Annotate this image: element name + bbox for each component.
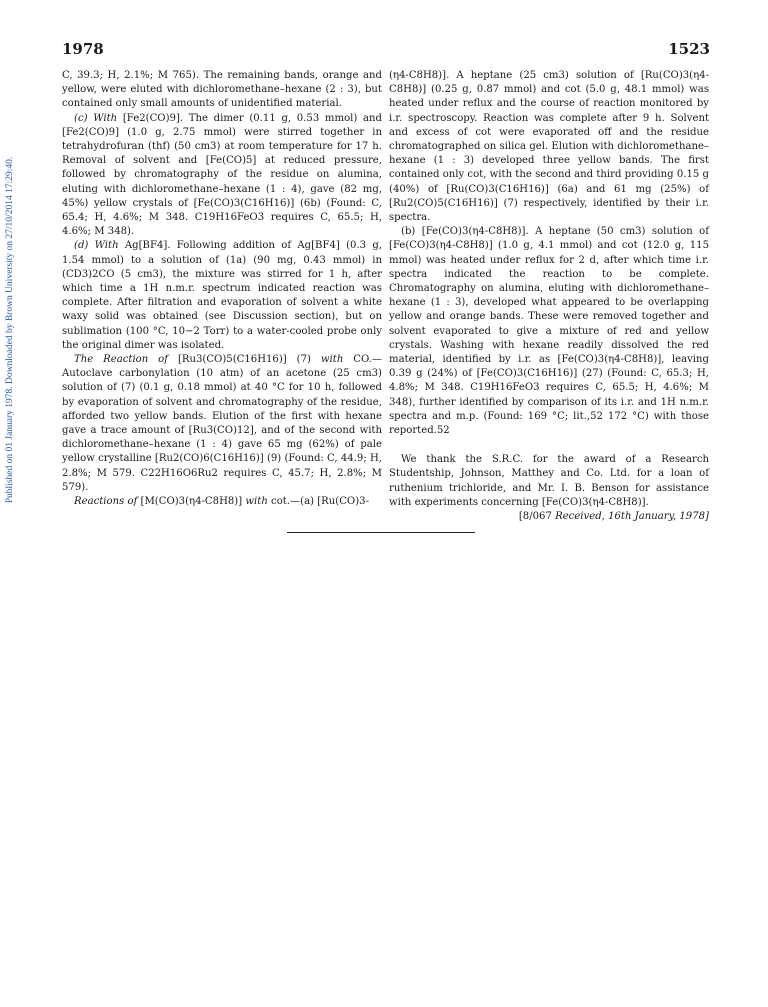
right-column [389,69,709,524]
paragraph-body: [Fe2(CO)9]. The dimer (0.11 g, 0.53 mmol) and [Fe2(CO)9] (1.0 g, 2.75 mmol) were stirred together in tetrahydrofuran (thf) (50 cm3) at room temperature for 17 h. Removal of solvent and [Fe(CO)5] at reduced pressure, followed by chromatography of the residue on alumina, eluting with dichloromethane–hexane (1 : 4), gave (82 mg, 45%) yellow crystals of [Fe(CO)3(C16H16)] (6b) (Found: C, 65.4; H, 4.6%; M 348. C19H16FeO3 requires C, 65.5; H, 4.6%; M 348). [62,112,382,238]
paragraph-body: Ag[BF4]. Following addition of Ag[BF4] (0.3 g, 1.54 mmol) to a solution of (1a) (90 mg, 0.43 mmol) in (CD3)2CO (5 cm3), the mixture was stirred for 1 h, after which time a 1H n.m.r. spectrum indicated reaction was complete. After filtration and evaporation of solvent a white waxy solid was obtained (see Discussion section), but on sublimation (100 °C, 10−2 Torr) to a water-cooled probe only the original dimer was isolated. [62,240,382,351]
paragraph-body: CO.—Autoclave carbonylation (10 atm) of an acetone (25 cm3) solution of (7) (0.1 g, 0.18 mmol) at 40 °C for 10 h, followed by evaporation of solvent and chromatography of the residue, afforded two yellow bands. Elution of the first with hexane gave a trace amount of [Ru3(CO)12], and of the second with dichloromethane–hexane (1 : 4) gave 65 mg (62%) of pale yellow crystalline [Ru2(CO)6(C16H16)] (9) (Found: C, 44.9; H, 2.8%; M 579. C22H16O6Ru2 requires C, 45.7; H, 2.8%; M 579). [62,354,382,493]
section-label: (d) With [74,240,119,252]
watermark-text: Published on 01 January 1978. Downloaded by Brown University on 27/10/2014 17:29:40. [5,156,15,504]
paragraph-fe-cot-reaction: (b) [Fe(CO)3(η4-C8H8)]. A heptane (50 cm3) solution of [Fe(CO)3(η4-C8H8)] (1.0 g, 4.1 mmol) and cot (12.0 g, 115 mmol) was heated under reflux for 2 d, after which time i.r. spectra indicated the reaction to be complete. Chromatography on alumina, eluting with dichloromethane–hexane (1 : 3), developed what appeared to be overlapping yellow and orange bands. These were removed together and solvent evaporated to give a mixture of red and yellow crystals. Washing with hexane readily dissolved the red material, identified by i.r. as [Fe(CO)3(η4-C8H8)], leaving 0.39 g (24%) of [Fe(CO)3(C16H16)] (27) (Found: C, 65.3; H, 4.8%; M 348. C19H16FeO3 requires C, 65.5; H, 4.6%; M 348), further identified by comparison of its i.r. and 1H n.m.r. spectra and m.p. (Found: 169 °C; lit.,52 172 °C) with those reported.52 [389,226,709,437]
manuscript-ref: [8/067 [518,511,552,523]
paragraph-ru3co-carbonylation [62,353,382,495]
section-heading: Reactions of [74,496,138,508]
section-label: (c) With [74,112,118,124]
acknowledgements: We thank the S.R.C. for the award of a Research Studentship, Johnson, Matthey and Co. Ltd. for a loan of ruthenium trichloride, and Mr. I. B. Benson for assistance with experiments concerning [Fe(CO)3(η4-C8H8)]. [389,454,709,508]
paragraph-agbf4-reaction [62,239,382,353]
end-rule [287,532,475,533]
download-watermark [2,40,18,620]
paragraph-cot-reactions [62,495,382,509]
left-column [62,69,382,509]
receipt-line [389,510,709,524]
paragraph-elemental-analysis: C, 39.3; H, 2.1%; M 765). The remaining bands, orange and yellow, were eluted with dichloromethane–hexane (2 : 3), but contained only small amounts of unidentified material. [62,70,382,110]
section-heading-with: with [245,496,268,508]
compound-formula: [Ru3(CO)5(C16H16)] (7) [177,354,311,366]
paragraph-body: cot.—(a) [Ru(CO)3- [271,496,369,508]
section-heading-with: with [320,354,344,366]
received-date: Received, 16th January, 1978] [555,511,709,523]
paragraph-fe2co9-reaction [62,112,382,240]
journal-year: 1978 [62,40,104,58]
section-heading: The Reaction of [74,354,168,366]
page-number: 1523 [668,40,710,58]
compound-formula: [M(CO)3(η4-C8H8)] [140,496,243,508]
paragraph-ru-cot-reaction: (η4-C8H8)]. A heptane (25 cm3) solution of [Ru(CO)3(η4-C8H8)] (0.25 g, 0.87 mmol) and cot (5.0 g, 48.1 mmol) was heated under reflux and the course of reaction monitored by i.r. spectroscopy. Reaction was complete after 9 h. Solvent and excess of cot were evaporated off and the residue chromatographed on silica gel. Elution with dichloromethane–hexane (1 : 3) developed three yellow bands. The first contained only cot, with the second and third providing 0.15 g (40%) of [Ru(CO)3(C16H16)] (6a) and 61 mg (25%) of [Ru2(CO)5(C16H16)] (7) respectively, identified by their i.r. spectra. [389,70,709,224]
